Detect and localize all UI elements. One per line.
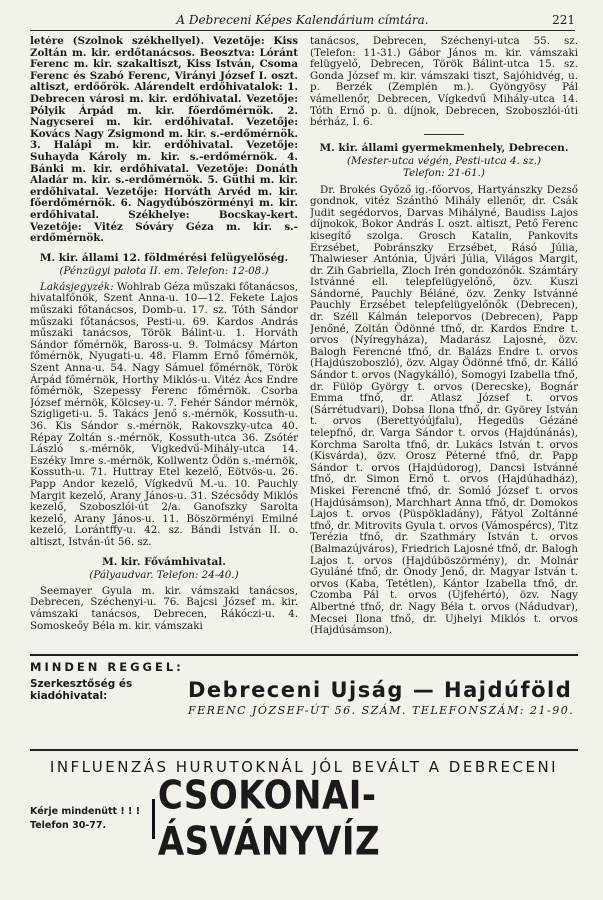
lakas-text: Wohlrab Géza műszaki főtanácsos, hivatalfőnök, Szent Anna-u. 10—12. Fekete Lajos műszaki főtanácsos, Domb-u. 17. sz. Tóth Sándor műszaki főtanácsos, Pesti-u. 69. Kardos András műszaki tanácsos, Török Bálint-u. 1. Horváth Sándor főmérnök, Baross-u. 9. Tolmácsy Márton főmérnök, Nyugati-u. 48. Flamm Ernő főmérnök, Szent Anna-u. 54. Nagy Sámuel főmérnök, Török Árpád főmérnök, Horthy Miklós-u. Vitéz Ács Endre főmérnök, Szepessy Ferenc főmérnök. Csorba József mérnök, Kölcsey-u. 7. Fehér Sándor mérnök, Szigligeti-u. 5. Takács Jenő s.-mérnök, Kossuth-u. 36. Kis Sándor s.-mérnök, Rakovszky-utca 40. Répay Zoltán s.-mérnök, Kossuth-utca 36. Zsótér László s.-mérnök, Vigkedvű-Mihály-utca 14. Eszéky Imre s.-mérnök, Kollwentz Ödön s.-mérnök, Kossuth-u. 71. Huttray Etel kezelő, Eötvös-u. 26. Papp Andor kezelő, Vígkedvű M.-u. 10. Pauchly Margit kezelő, Arany János-u. 31. Szécsődy Miklós kezelő, Szoboszlói-út 2/a. Ganofszky Sarolta kezelő, Arany János-u. 11. Böszörményi Emilné kezelő, Lorántffy-u. 42. sz. Bándi István II. o. altiszt, István-út 56. sz. (30, 280, 298, 548)
page-header (30, 6, 575, 31)
mineral-water-slogan: INFLUENZÁS HURUTOKNÁL JÓL BEVÁLT A DEBRECENI (49, 758, 559, 776)
childrens-home-phone: Telefon: 21-61.) (403, 166, 485, 179)
right-column (310, 36, 578, 644)
customs-office-text: Seemayer Gyula m. kir. vámszaki tanácsos, Debrecen, Széchenyi-u. 76. Bajcsi József m. kir. vámszaki tanácsos, Debrecen, Rákóczi-u. 4. Somoskeőy Béla m. kir. vámszaki (30, 584, 298, 632)
mineral-water-ask-line: Kérje mindenütt ! ! ! (30, 806, 141, 817)
mineral-water-advertisement (30, 758, 578, 865)
brand-divider-bar (152, 799, 155, 839)
childrens-home-address: (Mester-utca végén, Pesti-utca 4. sz.) (346, 155, 542, 168)
newspaper-office-label: Szerkesztőség és kiadóhivatal: (30, 678, 133, 702)
childrens-home-heading: M. kir. állami gyermekmenhely, Debrecen. (319, 141, 569, 154)
mineral-water-brand: CSOKONAI-ÁSVÁNYVÍZ (157, 773, 381, 865)
page-number: 221 (552, 13, 575, 27)
newspaper-advertisement (30, 654, 578, 751)
section-divider (424, 134, 464, 135)
left-continued-text: letére (Szolnok székhellyel). Vezetője: Kiss Zoltán m. kir. erdőtanácsos. Beosztva: Lóránt Ferenc m. kir. szakaltiszt, Kiss István, Csoma Ferenc és Szabó Ferenc, Virányi József I. oszt. altiszt, erdőőrök. Alárendelt erdőhivatalok: 1. Debrecen városi m. kir. erdőhivatal. Vezetője: Pólyik Árpád m. kir. főerdőmérnök. 2. Nagycserei m. kir. erdőhivatal. Vezetője: Kovács Nagy Zsigmond m. kir. s.-erdőmérnök. 3. Halápi m. kir. erdőhivatal. Vezetője: Suhayda Károly m. kir. s.-erdőmérnök. 4. Bánki m. kir. erdőhivatal. Vezetője: Donáth Aladár m. kir. s.-erdőmérnök. 5. Güthi m. kir. erdőhivatal. Vezetője: Horváth Arvéd m. kir. főerdőmérnök. 6. Nagydúbószörményi m. kir. erdőhivatal. Székhelye: Bocskay-kert. Vezetője: Vitéz Sóváry Géza m. kir. s.-erdőmérnök. (30, 36, 298, 245)
running-title: A Debreceni Képes Kalendárium címtára. (176, 13, 429, 27)
mineral-water-phone: Telefon 30-77. (30, 820, 107, 831)
two-column-body (30, 36, 578, 644)
right-continued-text: tanácsos, Debrecen, Széchenyi-utca 55. sz. (Telefon: 11-31.) Gábor János m. kir. vámszaki felügyelő, Debrecen, Török Bálint-utca 15. sz. Gonda József m. kir. vámszaki tiszt, Sajóhidvég, u. p. Berzék (Zemplén m.). Gyöngyösy Pál vámellenőr, Debrecen, Vígkedvű Mihály-utca 14. Tóth Ernő p. ü. díjnok, Debrecen, Szoboszlói-úti bérház, I. 6. (310, 36, 578, 129)
customs-office-heading: M. kir. Fővámhivatal. (102, 555, 226, 568)
newspaper-address: FERENC JÓZSEF-ÚT 56. SZÁM. TELEFONSZÁM: 21-90. (188, 704, 575, 717)
surveying-office-heading: M. kir. állami 12. földmérési felügyelőség. (39, 251, 289, 264)
left-column (30, 36, 298, 644)
surveying-office-list (30, 282, 298, 549)
customs-office-subheading: (Pályaudvar. Telefon: 24-40.) (89, 569, 239, 582)
childrens-home-staff: Dr. Brokés Győző ig.-főorvos, Hartyánszky Dezső gondnok, vitéz Szánthó Mihály ellenőr, dr. Csák Judit segédorvos, Darvas Mihályné, Baudiss Lajos díjnokok, Bokor András I. oszt. altiszt, Pető Ferenc kisegítő szolga. Grosch Katalin, Pankovits Erzsébet, Pobránszky Erzsébet, Rásó Júlia, Thalwieser Antónia, Újvári Júlia, Világos Margit, dr. Zih Gabriella, Zloch Irén gondozónők. Számtáry Istvánné ell. telepfelügyelőnő, özv. Kuszi Sándorné, Pauchly Béláné, özv. Zenky Istvánné Pauchly Erzsébet telepfelügyelőnők (Debrecen), dr. Széll Kálmán teleporvos (Debrecen), Papp Jenőné, Zoltán Ödönné tfnő, dr. Kardos Endre t. orvos (Nyíregyháza), Madarász Lajosné, özv. Balogh Ferencné tfnő, dr. Balázs Endre t. orvos (Hajdúszoboszló), özv. Algay Ödönné tfnő, dr. Kálló Sándor t. orvos (Nagykálló), Somogyi Izabella tfnő, dr. Fülöp György t. orvos (Derecske), Bognár Emma tfnő, dr. Atlasz József t. orvos (Sárrétudvari), Dobsa Ilona tfnő, dr. Györey István t. orvos (Berettyóújfalu), Hegedüs Gézáné telepfnő, dr. Varga Sándor t. orvos (Hajdúnánás), Korchma Sarolta tfnő, dr. Lukács István t. orvos (Kisvárda), özv. Orosz Péterné tfnő, dr. Papp Sándor t. orvos (Hajdúdorog), Dancsi Istvánné tfnő, dr. Simon Ernő t. orvos (Hajdúhadház), Miskei Ferencné tfnő, dr. Somló József t. orvos (Hajdúsámson), Marchhart Anna tfnő, dr. Domokos Lajos t. orvos (Püspökladány), Fátyol Zoltánné tfnő, dr. Mitrovits Gyula t. orvos (Vámospércs), Titz Terézia tfnő, dr. Szathmáry István t. orvos (Balmazújváros), Friedrich Lajosné tfnő, dr. Balogh Lajos t. orvos (Hajdúböszörmény), dr. Molnár Gyuláné tfnő, dr. Ónody Jenő, dr. Magyar István t. orvos (Kaba, Tetétlen), Kántor Izabella tfnő, dr. Czomba Pál t. orvos (Újfehértó), özv. Nagy Albertné tfnő, dr. Nagy Béla t. orvos (Nádudvar), Mecsei Ilona tfnő, dr. Ujhelyi Miklós t. orvos (Hajdúsámson). (310, 183, 578, 637)
lakas-label: Lakásjegyzék: (40, 280, 114, 293)
newspaper-slogan: MINDEN REGGEL: (30, 660, 184, 674)
newspaper-name: Debreceni Ujság — Hajdúföld (188, 678, 573, 702)
surveying-office-subheading: (Pénzügyi palota II. em. Telefon: 12-08.) (59, 265, 269, 278)
